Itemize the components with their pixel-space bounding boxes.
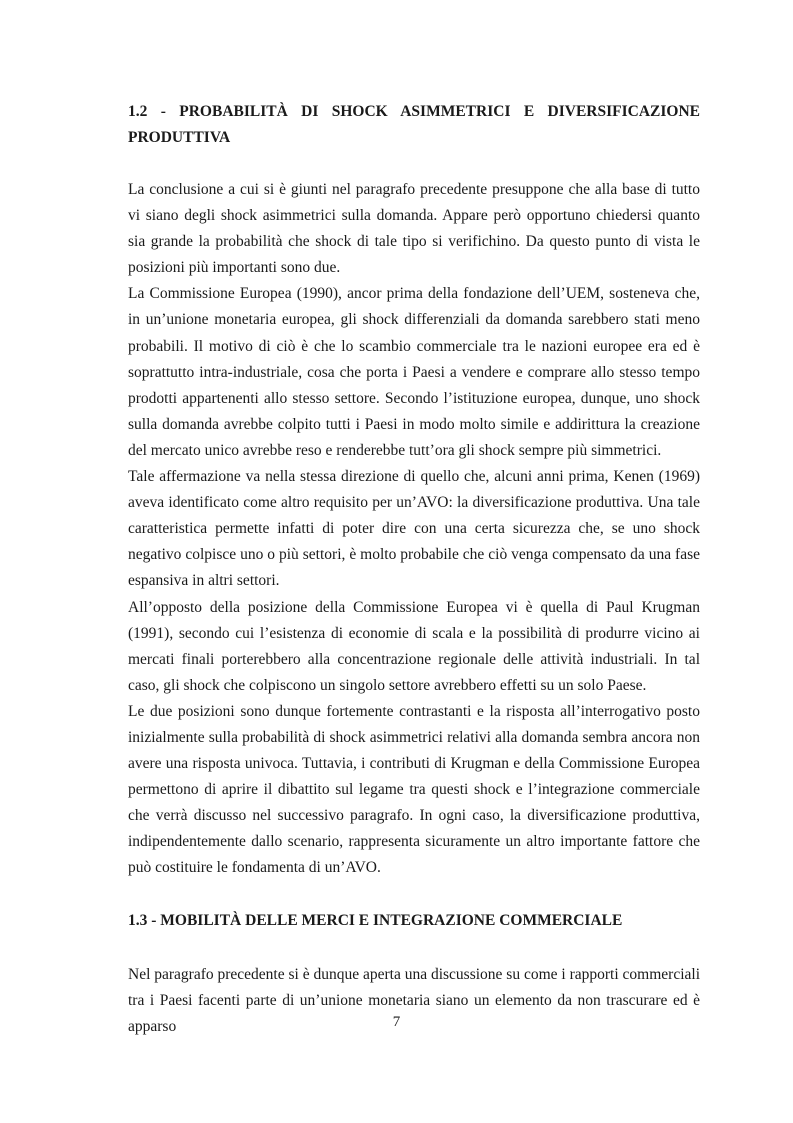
page-number: 7 <box>392 1014 401 1030</box>
paragraph: La conclusione a cui si è giunti nel paragrafo precedente presuppone che alla base di tutto vi siano degli shock asimmetrici sulla domanda. Appare però opportuno chiedersi quanto sia grande la probabilità che shock di tale tipo si verifichino. Da questo punto di vista le posizioni più importanti sono due. <box>128 181 700 277</box>
paragraph: Nel paragrafo precedente si è dunque aperta una discussione su come i rapporti commerciali tra i Paesi facenti parte di un’unione monetaria siano un elemento da non trascurare ed è apparso <box>128 966 700 1036</box>
paragraph: All’opposto della posizione della Commissione Europea vi è quella di Paul Krugman (1991), secondo cui l’esistenza di economie di scala e la possibilità di produrre vicino ai mercati finali porterebbero alla concentrazione regionale delle attività industriali. In tal caso, gli shock che colpiscono un singolo settore avrebbero effetti su un solo Paese. <box>128 598 700 694</box>
section-heading-1-3: 1.3 - MOBILITÀ DELLE MERCI E INTEGRAZIONE COMMERCIALE <box>128 912 623 929</box>
section-body-1-2 <box>128 177 700 882</box>
paragraph: La Commissione Europea (1990), ancor prima della fondazione dell’UEM, sosteneva che, in un’unione monetaria europea, gli shock differenziali da domanda sarebbero stati meno probabili. Il motivo di ciò è che lo scambio commerciale tra le nazioni europee era ed è soprattutto intra-industriale, cosa che porta i Paesi a vendere e comprare allo stesso tempo prodotti appartenenti allo stesso settore. Secondo l’istituzione europea, dunque, uno shock sulla domanda avrebbe colpito tutti i Paesi in modo molto simile e addirittura la creazione del mercato unico avrebbe reso e renderebbe tutt’ora gli shock sempre più simmetrici. <box>128 285 700 459</box>
section-heading-1-2: 1.2 - PROBABILITÀ DI SHOCK ASIMMETRICI E DIVERSIFICAZIONE PRODUTTIVA <box>128 103 700 146</box>
paragraph: Tale affermazione va nella stessa direzione di quello che, alcuni anni prima, Kenen (1969) aveva identificato come altro requisito per un’AVO: la diversificazione produttiva. Una tale caratteristica permette infatti di poter dire con una certa sicurezza che, se uno shock negativo colpisce uno o più settori, è molto probabile che ciò venga compensato da una fase espansiva in altri settori. <box>128 468 700 590</box>
paragraph: Le due posizioni sono dunque fortemente contrastanti e la risposta all’interrogativo posto inizialmente sulla probabilità di shock asimmetrici relativi alla domanda sembra ancora non avere una risposta univoca. Tuttavia, i contributi di Krugman e della Commissione Europea permettono di aprire il dibattito sul legame tra questi shock e l’integrazione commerciale che verrà discusso nel successivo paragrafo. In ogni caso, la diversificazione produttiva, indipendentemente dallo scenario, rappresenta sicuramente un altro importante fattore che può costituire le fondamenta di un’AVO. <box>128 702 700 877</box>
